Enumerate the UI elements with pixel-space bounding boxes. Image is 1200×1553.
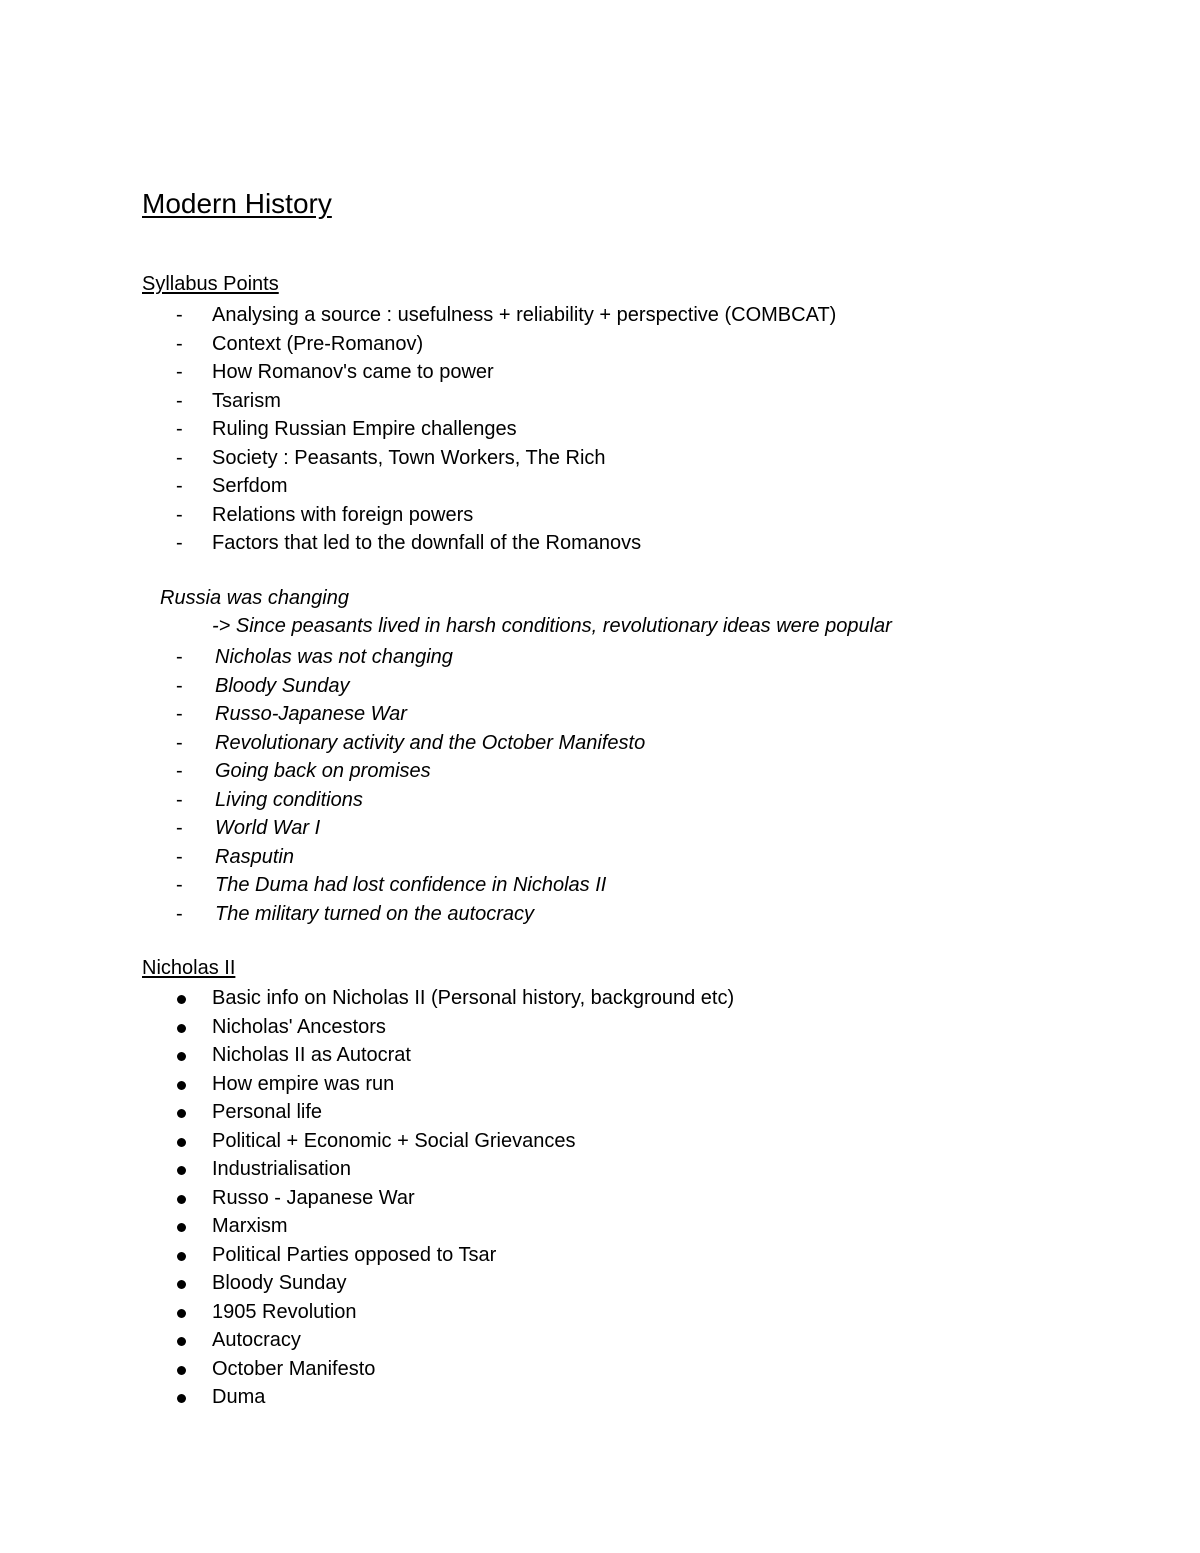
list-item [0, 1098, 1100, 1127]
list-item-text: Duma [212, 1386, 266, 1408]
nicholas-heading: Nicholas II [142, 957, 236, 979]
list-item [0, 786, 1100, 815]
list-item-text: October Manifesto [212, 1357, 376, 1380]
list-item-text: Bloody Sunday [212, 1272, 347, 1294]
list-item-text: Ruling Russian Empire challenges [212, 418, 517, 440]
list-item [0, 1212, 1100, 1241]
list-item [0, 529, 1100, 558]
list-item [0, 1383, 1100, 1412]
list-item-text: 1905 Revolution [212, 1300, 357, 1323]
list-item-text: Personal life [212, 1101, 323, 1123]
list-item-text: Factors that led to the downfall of the Romanovs [212, 532, 642, 554]
list-item-text: Society : Peasants, Town Workers, The Rich [212, 446, 606, 469]
list-item [0, 1269, 1100, 1298]
list-item-text: Industrialisation [212, 1158, 351, 1180]
bullet-icon [177, 1394, 186, 1403]
dash-marker: - [176, 731, 183, 754]
list-item-text: World War I [215, 817, 321, 839]
dash-marker: - [176, 503, 183, 526]
bullet-icon [177, 1081, 186, 1090]
list-item-text: Nicholas II as Autocrat [212, 1044, 411, 1066]
russia-note: -> Since peasants lived in harsh conditions, revolutionary ideas were popular [212, 615, 892, 637]
russia-list [0, 643, 1100, 928]
dash-marker: - [176, 902, 183, 925]
list-item [0, 1070, 1100, 1099]
list-item-text: Russo - Japanese War [212, 1186, 415, 1209]
dash-marker: - [176, 788, 183, 811]
list-item [0, 472, 1100, 501]
russia-heading: Russia was changing [160, 587, 349, 609]
dash-marker: - [176, 703, 183, 725]
list-item [0, 814, 1100, 843]
nicholas-list [0, 984, 1100, 1412]
list-item-text: Autocracy [212, 1329, 301, 1351]
dash-marker: - [176, 646, 183, 668]
list-item [0, 1155, 1100, 1184]
list-item [0, 757, 1100, 786]
list-item [0, 643, 1100, 672]
list-item [0, 301, 1100, 330]
list-item [0, 729, 1100, 758]
bullet-icon [177, 1337, 186, 1346]
list-item [0, 1298, 1100, 1327]
bullet-icon [177, 1195, 186, 1204]
list-item-text: Political Parties opposed to Tsar [212, 1243, 497, 1266]
dash-marker: - [176, 304, 183, 326]
list-item-text: Analysing a source : usefulness + reliability + perspective (COMBCAT) [212, 304, 837, 326]
bullet-icon [177, 1223, 186, 1232]
bullet-icon [177, 1138, 186, 1147]
list-item-text: Living conditions [215, 788, 363, 811]
list-item-text: The military turned on the autocracy [215, 902, 535, 925]
list-item-text: Going back on promises [215, 760, 431, 782]
dash-marker: - [176, 532, 183, 554]
bullet-icon [177, 1252, 186, 1261]
list-item-text: Tsarism [212, 389, 281, 412]
dash-marker: - [176, 361, 183, 383]
dash-marker: - [176, 845, 183, 868]
list-item-text: Marxism [212, 1215, 288, 1237]
dash-marker: - [176, 874, 183, 896]
dash-marker: - [176, 389, 183, 412]
list-item [0, 700, 1100, 729]
list-item-text: Nicholas' Ancestors [212, 1015, 386, 1038]
list-item [0, 1241, 1100, 1270]
list-item [0, 1184, 1100, 1213]
dash-marker: - [176, 674, 183, 697]
list-item-text: How Romanov's came to power [212, 361, 494, 383]
dash-marker: - [176, 332, 183, 355]
bullet-icon [177, 1309, 186, 1318]
list-item-text: Serfdom [212, 475, 288, 497]
dash-marker: - [176, 446, 183, 469]
list-item-text: Nicholas was not changing [215, 646, 453, 668]
list-item [0, 1326, 1100, 1355]
list-item [0, 415, 1100, 444]
dash-marker: - [176, 418, 183, 440]
list-item-text: How empire was run [212, 1072, 395, 1095]
syllabus-list [0, 301, 1100, 558]
list-item [0, 387, 1100, 416]
list-item [0, 871, 1100, 900]
list-item [0, 501, 1100, 530]
bullet-icon [177, 1024, 186, 1033]
list-item [0, 444, 1100, 473]
bullet-icon [177, 1366, 186, 1375]
list-item-text: Bloody Sunday [215, 674, 350, 697]
syllabus-heading: Syllabus Points [142, 273, 279, 295]
list-item-text: Context (Pre-Romanov) [212, 332, 424, 355]
list-item [0, 358, 1100, 387]
list-item-text: The Duma had lost confidence in Nicholas II [215, 874, 607, 896]
dash-marker: - [176, 817, 183, 839]
list-item-text: Russo-Japanese War [215, 703, 407, 725]
document-title: Modern History [142, 188, 332, 219]
dash-marker: - [176, 760, 183, 782]
list-item [0, 330, 1100, 359]
list-item [0, 1355, 1100, 1384]
list-item-text: Revolutionary activity and the October Manifesto [215, 731, 646, 754]
dash-marker: - [176, 475, 183, 497]
bullet-icon [177, 1280, 186, 1289]
list-item [0, 1127, 1100, 1156]
bullet-icon [177, 1109, 186, 1118]
bullet-icon [177, 1166, 186, 1175]
list-item [0, 984, 1100, 1013]
list-item-text: Relations with foreign powers [212, 503, 474, 526]
bullet-icon [177, 995, 186, 1004]
list-item-text: Political + Economic + Social Grievances [212, 1129, 576, 1152]
list-item-text: Rasputin [215, 845, 294, 868]
bullet-icon [177, 1052, 186, 1061]
list-item [0, 1041, 1100, 1070]
list-item [0, 843, 1100, 872]
list-item [0, 1013, 1100, 1042]
list-item [0, 900, 1100, 929]
list-item-text: Basic info on Nicholas II (Personal history, background etc) [212, 987, 735, 1009]
list-item [0, 672, 1100, 701]
